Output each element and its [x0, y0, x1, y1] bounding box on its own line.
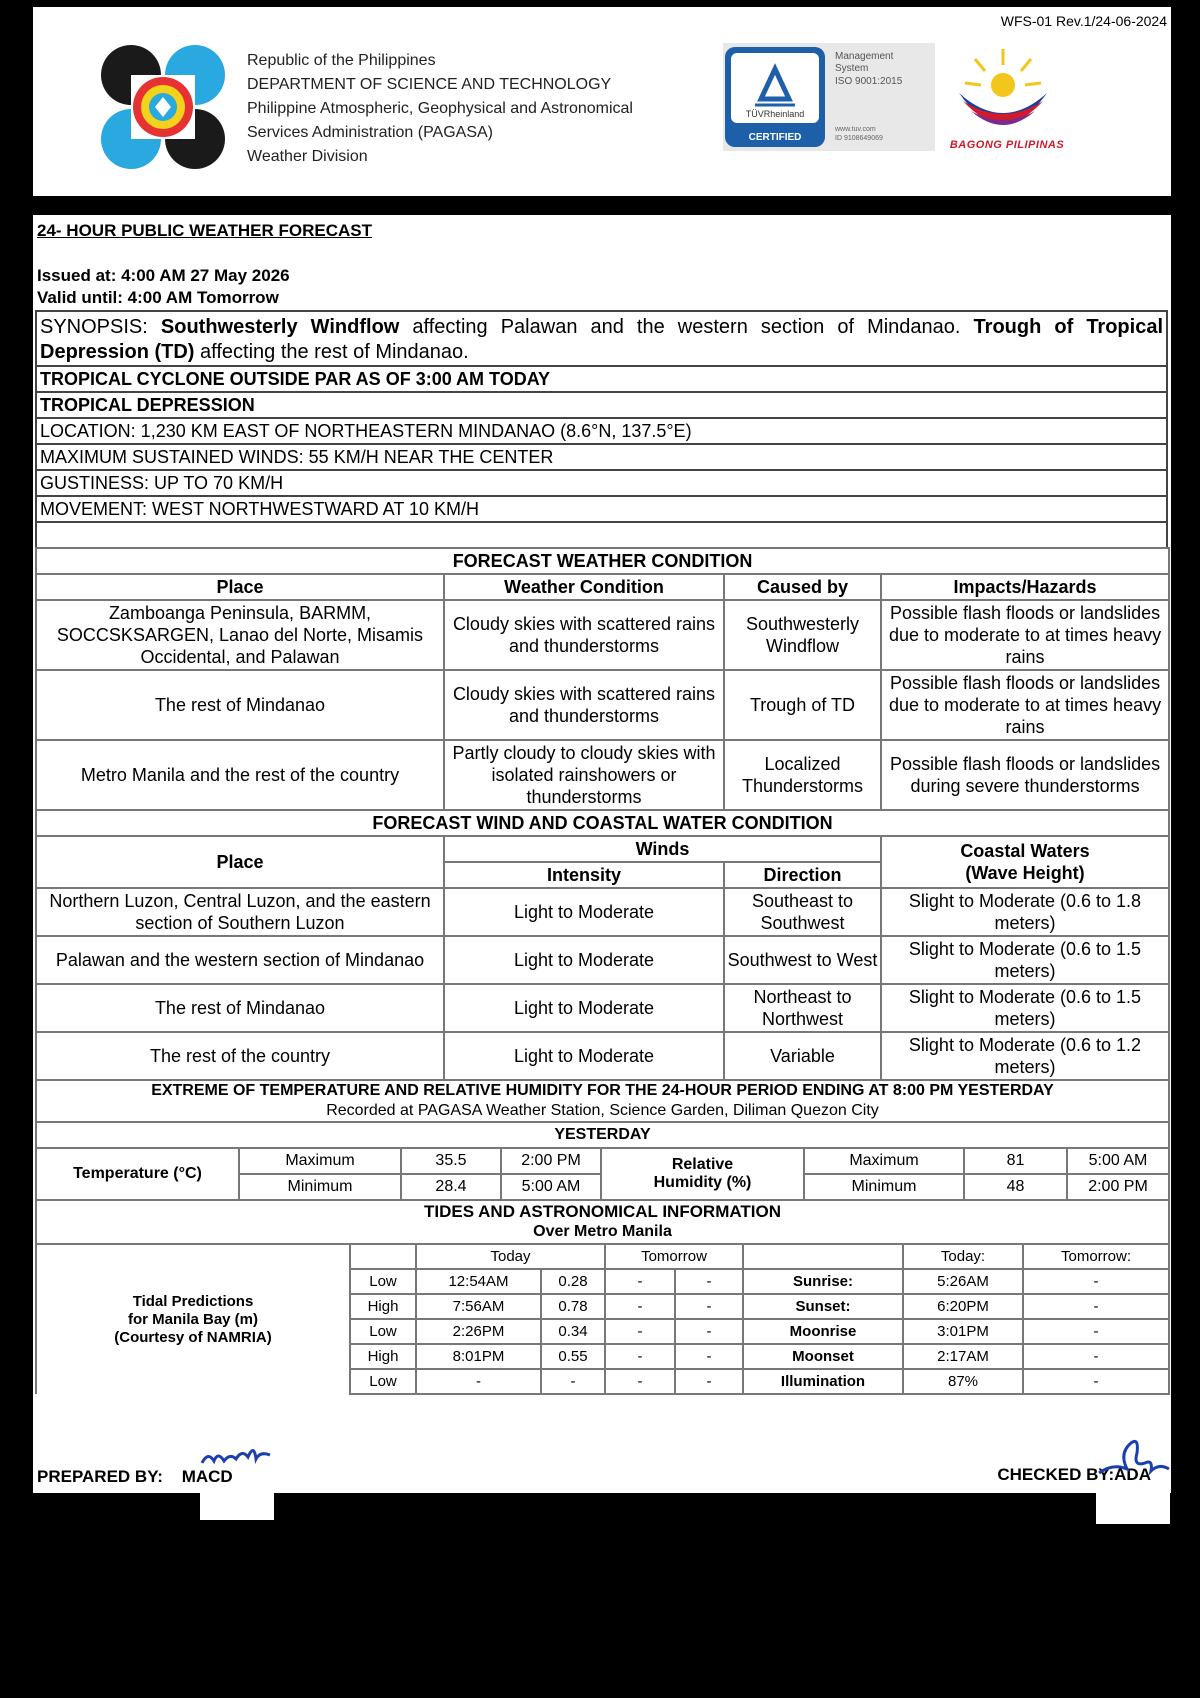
document-title: 24- HOUR PUBLIC WEATHER FORECAST — [37, 221, 372, 240]
table-row — [36, 888, 1169, 936]
condition-cell: Cloudy skies with scattered rains and thunderstorms — [444, 670, 724, 740]
svg-text:Management: Management — [835, 51, 894, 62]
temp-min-value: 28.4 — [401, 1174, 501, 1200]
place-cell: Northern Luzon, Central Luzon, and the eastern section of Southern Luzon — [36, 888, 444, 936]
tide-tomorrow-time: - — [605, 1269, 675, 1294]
min-label: Minimum — [804, 1174, 964, 1200]
tide-time: - — [416, 1369, 541, 1394]
astro-label: Moonrise — [743, 1319, 903, 1344]
astro-tomorrow: - — [1023, 1319, 1169, 1344]
prepared-label: PREPARED BY: — [37, 1467, 163, 1486]
table-row — [36, 670, 1169, 740]
extremes-title: EXTREME OF TEMPERATURE AND RELATIVE HUMIDITY FOR THE 24-HOUR PERIOD ENDING AT 8:00 PM YESTERDAY — [151, 1082, 1054, 1099]
tides-table — [35, 1243, 1170, 1395]
synopsis-system-2: Trough of Tropical Depression (TD) — [40, 316, 1164, 363]
table-row — [36, 936, 1169, 984]
tide-type: Low — [350, 1269, 416, 1294]
wave-cell: Slight to Moderate (0.6 to 1.5 meters) — [881, 984, 1169, 1032]
impact-cell: Possible flash floods or landslides due to moderate to at times heavy rains — [881, 670, 1169, 740]
agency-line: DEPARTMENT OF SCIENCE AND TECHNOLOGY — [247, 76, 612, 93]
astro-today: 5:26AM — [903, 1269, 1023, 1294]
tide-height: 0.34 — [541, 1319, 605, 1344]
tide-height: 0.28 — [541, 1269, 605, 1294]
col-header-caused-by: Caused by — [724, 574, 881, 600]
humidity-label-line1: Relative — [671, 1156, 734, 1173]
tide-type: High — [350, 1344, 416, 1369]
table-row — [36, 600, 1169, 670]
tomorrow-header: Tomorrow — [605, 1244, 743, 1269]
wind-table-title: FORECAST WIND AND COASTAL WATER CONDITION — [36, 810, 1169, 836]
rh-max-time: 5:00 AM — [1067, 1148, 1169, 1174]
letterhead — [33, 7, 1171, 196]
tide-tomorrow-time: - — [605, 1294, 675, 1319]
table-row — [36, 740, 1169, 810]
tide-tomorrow-height: - — [675, 1344, 743, 1369]
astro-tomorrow-header: Tomorrow: — [1023, 1244, 1169, 1269]
rh-min-value: 48 — [964, 1174, 1067, 1200]
humidity-label-line2: Humidity (%) — [653, 1174, 752, 1191]
intensity-cell: Light to Moderate — [444, 888, 724, 936]
place-cell: Palawan and the western section of Mindanao — [36, 936, 444, 984]
tc-gustiness: GUSTINESS: UP TO 70 KM/H — [35, 469, 1168, 497]
tidal-label-line3: (Courtesy of NAMRIA) — [114, 1328, 272, 1346]
blank-block — [1096, 1493, 1170, 1524]
tide-height: 0.55 — [541, 1344, 605, 1369]
astro-tomorrow: - — [1023, 1344, 1169, 1369]
tidal-predictions-label — [36, 1244, 350, 1394]
wave-cell: Slight to Moderate (0.6 to 1.5 meters) — [881, 936, 1169, 984]
extremes-heading-cell — [36, 1080, 1169, 1122]
blank-cell — [350, 1244, 416, 1269]
svg-text:System: System — [835, 63, 869, 74]
dost-pagasa-logo-icon — [93, 37, 233, 177]
coastal-header-line1: Coastal Waters — [960, 841, 1090, 861]
intensity-cell: Light to Moderate — [444, 936, 724, 984]
tc-category: TROPICAL DEPRESSION — [35, 391, 1168, 419]
max-label: Maximum — [804, 1148, 964, 1174]
temp-max-value: 35.5 — [401, 1148, 501, 1174]
tide-tomorrow-height: - — [675, 1269, 743, 1294]
agency-line: Services Administration (PAGASA) — [247, 124, 494, 141]
max-label: Maximum — [239, 1148, 401, 1174]
direction-cell: Variable — [724, 1032, 881, 1080]
tide-height: 0.78 — [541, 1294, 605, 1319]
checked-label: CHECKED BY: — [997, 1465, 1115, 1484]
blank-cell — [743, 1244, 903, 1269]
valid-until: Valid until: 4:00 AM Tomorrow — [37, 288, 279, 307]
agency-line: Weather Division — [247, 148, 368, 165]
checked-signature-icon — [1093, 1433, 1173, 1481]
prepared-initials: MACD — [181, 1467, 233, 1486]
astro-tomorrow: - — [1023, 1369, 1169, 1394]
synopsis-text-2: affecting the rest of Mindanao. — [194, 341, 469, 363]
astro-label: Sunset: — [743, 1294, 903, 1319]
astro-label: Sunrise: — [743, 1269, 903, 1294]
tide-tomorrow-height: - — [675, 1369, 743, 1394]
bagong-pilipinas-wordmark: BAGONG PILIPINAS — [949, 139, 1065, 151]
condition-cell: Partly cloudy to cloudy skies with isolated rainshowers or thunderstorms — [444, 740, 724, 810]
extremes-period: YESTERDAY — [36, 1122, 1169, 1148]
temp-max-time: 2:00 PM — [501, 1148, 601, 1174]
place-cell: The rest of the country — [36, 1032, 444, 1080]
rh-max-value: 81 — [964, 1148, 1067, 1174]
svg-text:CERTIFIED: CERTIFIED — [748, 132, 802, 143]
col-header-place: Place — [36, 574, 444, 600]
tide-tomorrow-height: - — [675, 1319, 743, 1344]
astro-label: Illumination — [743, 1369, 903, 1394]
tides-subtitle: Over Metro Manila — [533, 1223, 672, 1240]
agency-line: Philippine Atmospheric, Geophysical and Astronomical — [247, 100, 633, 117]
tides-title: TIDES AND ASTRONOMICAL INFORMATION — [424, 1202, 781, 1221]
tide-time: 8:01PM — [416, 1344, 541, 1369]
tides-heading-cell — [36, 1200, 1169, 1244]
astro-today: 6:20PM — [903, 1294, 1023, 1319]
svg-text:ISO 9001:2015: ISO 9001:2015 — [835, 76, 903, 87]
min-label: Minimum — [239, 1174, 401, 1200]
tc-winds: MAXIMUM SUSTAINED WINDS: 55 KM/H NEAR THE CENTER — [35, 443, 1168, 471]
tuv-certification-badge-icon — [723, 43, 935, 151]
col-header-intensity: Intensity — [444, 862, 724, 888]
astro-today: 2:17AM — [903, 1344, 1023, 1369]
col-header-winds: Winds — [444, 836, 881, 862]
weather-table-title: FORECAST WEATHER CONDITION — [36, 548, 1169, 574]
intensity-cell: Light to Moderate — [444, 1032, 724, 1080]
col-header-place: Place — [36, 836, 444, 888]
tide-type: Low — [350, 1369, 416, 1394]
impact-cell: Possible flash floods or landslides due to moderate to at times heavy rains — [881, 600, 1169, 670]
tide-time: 12:54AM — [416, 1269, 541, 1294]
astro-label: Moonset — [743, 1344, 903, 1369]
issued-at: Issued at: 4:00 AM 27 May 2026 — [37, 266, 290, 285]
temperature-label: Temperature (°C) — [36, 1148, 239, 1200]
rh-min-time: 2:00 PM — [1067, 1174, 1169, 1200]
direction-cell: Northeast to Northwest — [724, 984, 881, 1032]
checked-initials: ADA — [1114, 1465, 1151, 1484]
svg-text:www.tuv.com: www.tuv.com — [835, 126, 876, 133]
tc-heading: TROPICAL CYCLONE OUTSIDE PAR AS OF 3:00 AM TODAY — [35, 365, 1168, 393]
astro-tomorrow: - — [1023, 1294, 1169, 1319]
direction-cell: Southeast to Southwest — [724, 888, 881, 936]
coastal-header-line2: (Wave Height) — [965, 863, 1085, 883]
wind-coastal-table — [35, 809, 1170, 1081]
col-header-impacts: Impacts/Hazards — [881, 574, 1169, 600]
wave-cell: Slight to Moderate (0.6 to 1.8 meters) — [881, 888, 1169, 936]
astro-today: 87% — [903, 1369, 1023, 1394]
tidal-label-line2: for Manila Bay (m) — [127, 1310, 259, 1328]
tc-location: LOCATION: 1,230 KM EAST OF NORTHEASTERN MINDANAO (8.6°N, 137.5°E) — [35, 417, 1168, 445]
forecast-content — [35, 310, 1168, 1395]
extremes-table — [35, 1079, 1170, 1245]
agency-line: Republic of the Philippines — [247, 52, 436, 69]
astro-today: 3:01PM — [903, 1319, 1023, 1344]
tidal-label-line1: Tidal Predictions — [132, 1292, 254, 1310]
tide-tomorrow-time: - — [605, 1369, 675, 1394]
tide-tomorrow-time: - — [605, 1319, 675, 1344]
tide-tomorrow-time: - — [605, 1344, 675, 1369]
col-header-weather: Weather Condition — [444, 574, 724, 600]
impact-cell: Possible flash floods or landslides during severe thunderstorms — [881, 740, 1169, 810]
tide-time: 7:56AM — [416, 1294, 541, 1319]
temp-min-time: 5:00 AM — [501, 1174, 601, 1200]
wave-cell: Slight to Moderate (0.6 to 1.2 meters) — [881, 1032, 1169, 1080]
place-cell: The rest of Mindanao — [36, 984, 444, 1032]
synopsis-system-1: Southwesterly Windflow — [160, 316, 400, 338]
forecast-document — [33, 215, 1171, 1493]
astro-today-header: Today: — [903, 1244, 1023, 1269]
prepared-signature-icon — [198, 1433, 278, 1473]
table-row — [36, 984, 1169, 1032]
table-row — [36, 1032, 1169, 1080]
synopsis-text-1: affecting Palawan and the western section of Mindanao. — [399, 316, 974, 338]
col-header-direction: Direction — [724, 862, 881, 888]
cause-cell: Localized Thunderstorms — [724, 740, 881, 810]
today-header: Today — [416, 1244, 605, 1269]
synopsis — [35, 310, 1168, 367]
col-header-coastal — [881, 836, 1169, 888]
direction-cell: Southwest to West — [724, 936, 881, 984]
form-code: WFS-01 Rev.1/24-06-2024 — [1000, 13, 1167, 29]
tc-movement: MOVEMENT: WEST NORTHWESTWARD AT 10 KM/H — [35, 495, 1168, 523]
svg-text:ID 9108649069: ID 9108649069 — [835, 135, 883, 142]
spacer-row — [35, 523, 1168, 547]
tide-height: - — [541, 1369, 605, 1394]
astro-tomorrow: - — [1023, 1269, 1169, 1294]
issue-info — [37, 265, 290, 309]
humidity-label — [601, 1148, 804, 1200]
tide-type: Low — [350, 1319, 416, 1344]
condition-cell: Cloudy skies with scattered rains and thunderstorms — [444, 600, 724, 670]
place-cell: The rest of Mindanao — [36, 670, 444, 740]
agency-block — [247, 49, 633, 169]
weather-condition-table — [35, 547, 1170, 811]
cause-cell: Trough of TD — [724, 670, 881, 740]
blank-block — [200, 1493, 274, 1520]
place-cell: Metro Manila and the rest of the country — [36, 740, 444, 810]
svg-text:TÜVRheinland: TÜVRheinland — [745, 109, 805, 119]
place-cell: Zamboanga Peninsula, BARMM, SOCCSKSARGEN, Lanao del Norte, Misamis Occidental, and Palawan — [36, 600, 444, 670]
synopsis-label: SYNOPSIS: — [40, 316, 161, 338]
tide-type: High — [350, 1294, 416, 1319]
cause-cell: Southwesterly Windflow — [724, 600, 881, 670]
intensity-cell: Light to Moderate — [444, 984, 724, 1032]
tide-time: 2:26PM — [416, 1319, 541, 1344]
tide-tomorrow-height: - — [675, 1294, 743, 1319]
table-row — [36, 1148, 1169, 1174]
extremes-subtitle: Recorded at PAGASA Weather Station, Science Garden, Diliman Quezon City — [326, 1102, 879, 1119]
